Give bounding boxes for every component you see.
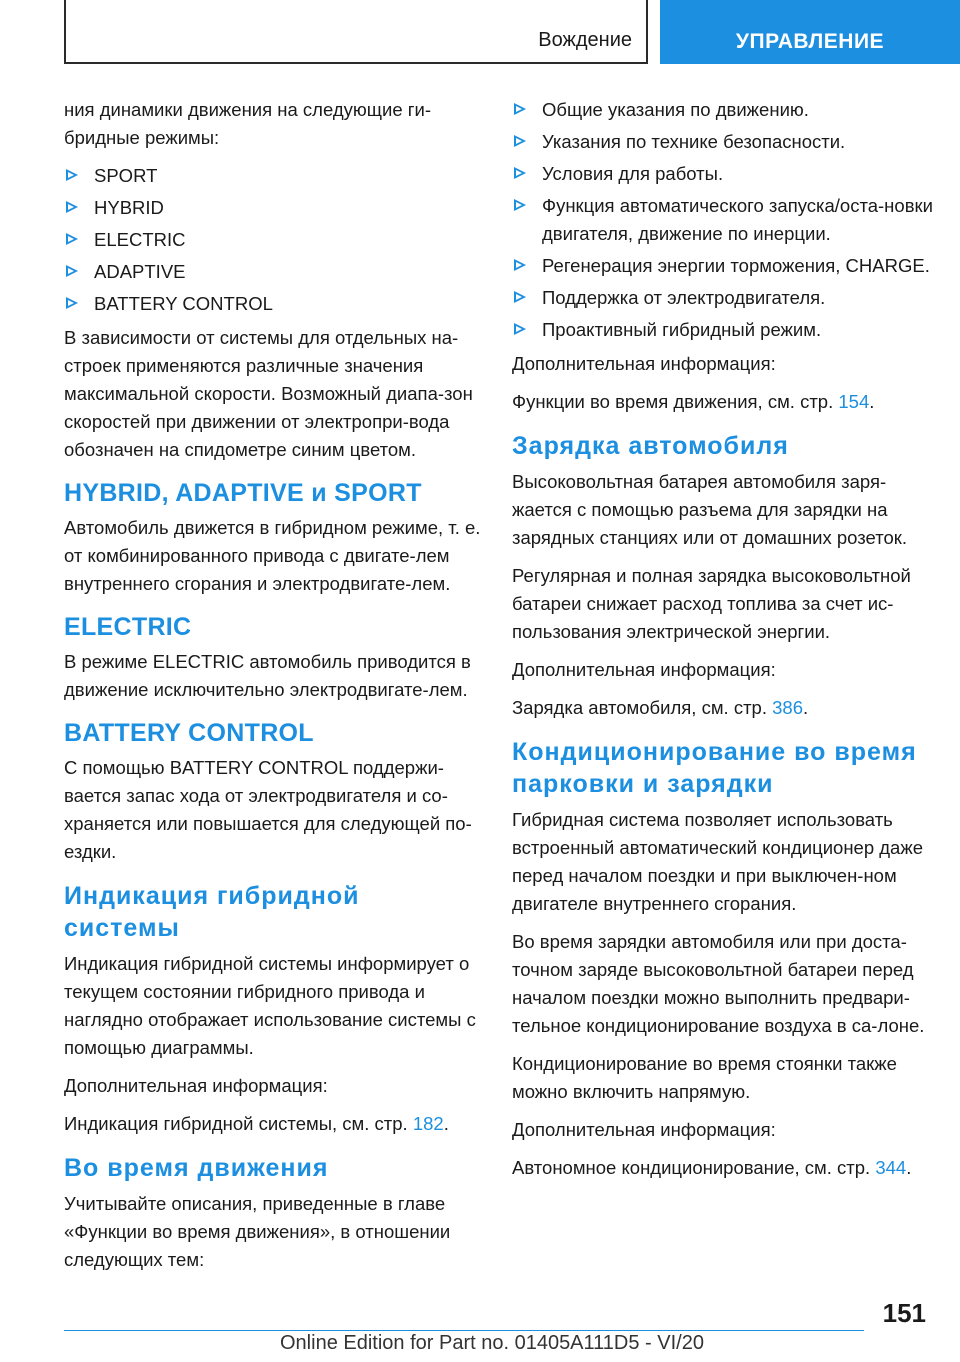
charging-paragraph-2: Регулярная и полная зарядка высоковольтной батареи снижает расход топлива за счет ис-пользования электрической энергии.: [512, 565, 911, 642]
heading-while-driving: Во время движения: [64, 1154, 329, 1182]
modes-list: [64, 162, 482, 318]
electric-paragraph: В режиме ELECTRIC автомобиль приводится в движение исключительно электродвигате-лем.: [64, 651, 471, 700]
triangle-bullet-icon: [66, 201, 78, 213]
right-column: [512, 96, 936, 1192]
heading-battery-control: BATTERY CONTROL: [64, 719, 314, 747]
triangle-bullet-icon: [514, 135, 526, 147]
list-item: Поддержка от электродвигателя.: [512, 284, 936, 312]
list-item: SPORT: [64, 162, 482, 190]
more-info-label: Дополнительная информация:: [512, 1119, 776, 1140]
page-link-154[interactable]: 154: [838, 391, 870, 412]
heading-charging: Зарядка автомобиля: [512, 432, 789, 460]
triangle-bullet-icon: [514, 103, 526, 115]
reference-driving: Функции во время движения, см. стр. 154.: [512, 391, 875, 412]
more-info-label: Дополнительная информация:: [512, 659, 776, 680]
driving-paragraph: Учитывайте описания, приведенные в главе «Функции во время движения», в отношении следующих тем:: [64, 1193, 451, 1270]
heading-hybrid: HYBRID, ADAPTIVE и SPORT: [64, 479, 422, 507]
triangle-bullet-icon: [514, 199, 526, 211]
triangle-bullet-icon: [66, 265, 78, 277]
header-section-label: Вождение: [538, 29, 632, 51]
page-link-182[interactable]: 182: [412, 1113, 444, 1134]
climate-paragraph-3: Кондиционирование во время стоянки также можно включить напрямую.: [512, 1053, 897, 1102]
left-column: [64, 96, 482, 1284]
topics-list: [512, 96, 936, 344]
heading-electric: ELECTRIC: [64, 613, 192, 641]
climate-paragraph-2: Во время зарядки автомобиля или при доста-точном заряде высоковольтной батареи перед началом поездки можно выполнить предвари-тельное кондиционирование воздуха в са-лоне.: [512, 931, 925, 1036]
list-item: ELECTRIC: [64, 226, 482, 254]
page-link-344[interactable]: 344: [875, 1157, 907, 1178]
triangle-bullet-icon: [514, 167, 526, 179]
charging-paragraph-1: Высоковольтная батарея автомобиля заря-жается с помощью разъема для зарядки на зарядных станциях или от домашних розеток.: [512, 471, 908, 548]
list-item: Указания по технике безопасности.: [512, 128, 936, 156]
more-info-label: Дополнительная информация:: [512, 353, 776, 374]
list-item: Функция автоматического запуска/оста-новки двигателя, движение по инерции.: [512, 192, 936, 248]
triangle-bullet-icon: [514, 291, 526, 303]
list-item: ADAPTIVE: [64, 258, 482, 286]
header-chapter-tab: [660, 0, 960, 64]
triangle-bullet-icon: [514, 259, 526, 271]
triangle-bullet-icon: [66, 297, 78, 309]
list-item: Условия для работы.: [512, 160, 936, 188]
header-chapter-label: УПРАВЛЕНИЕ: [735, 30, 885, 53]
heading-parking-climate: Кондиционирование во время парковки и зарядки: [512, 738, 917, 798]
header-section-tab: [64, 0, 648, 64]
page-number: 151: [882, 1298, 926, 1328]
page-link-386[interactable]: 386: [772, 697, 803, 718]
triangle-bullet-icon: [66, 233, 78, 245]
battery-paragraph: С помощью BATTERY CONTROL поддержи-вается запас хода от электродвигателя и со-храняется или повышается для следующей по-ездки.: [64, 757, 472, 862]
climate-paragraph-1: Гибридная система позволяет использовать встроенный автоматический кондиционер даже перед началом поездки и при выключен-ном двигателе внутреннего сгорания.: [512, 809, 924, 914]
heading-hybrid-indication: Индикация гибридной системы: [64, 882, 360, 942]
reference-climate: Автономное кондиционирование, см. стр. 344.: [512, 1157, 912, 1178]
reference-charging: Зарядка автомобиля, см. стр. 386.: [512, 697, 809, 718]
footer-edition: Online Edition for Part no. 01405A111D5 - VI/20: [280, 1332, 704, 1354]
triangle-bullet-icon: [514, 323, 526, 335]
list-item: Проактивный гибридный режим.: [512, 316, 936, 344]
more-info-label: Дополнительная информация:: [64, 1075, 328, 1096]
list-item: Регенерация энергии торможения, CHARGE.: [512, 252, 936, 280]
triangle-bullet-icon: [66, 169, 78, 181]
list-item: Общие указания по движению.: [512, 96, 936, 124]
reference-indication: Индикация гибридной системы, см. стр. 182.: [64, 1113, 449, 1134]
list-item: HYBRID: [64, 194, 482, 222]
footer-divider: [64, 1330, 864, 1331]
intro-paragraph: ния динамики движения на следующие ги-бридные режимы:: [64, 99, 432, 148]
list-item: BATTERY CONTROL: [64, 290, 482, 318]
speed-paragraph: В зависимости от системы для отдельных на-строек применяются различные значения максимальной скорости. Возможный диапа-зон скоростей при движении от электропри-вода обозначен на спидометре синим цветом.: [64, 327, 473, 460]
indication-paragraph: Индикация гибридной системы информирует о текущем состоянии гибридного привода и наглядно отображает использование системы с помощью диаграммы.: [64, 953, 476, 1058]
hybrid-paragraph: Автомобиль движется в гибридном режиме, т. е. от комбинированного привода с двигате-лем внутреннего сгорания и электродвигате-лем.: [64, 517, 481, 594]
